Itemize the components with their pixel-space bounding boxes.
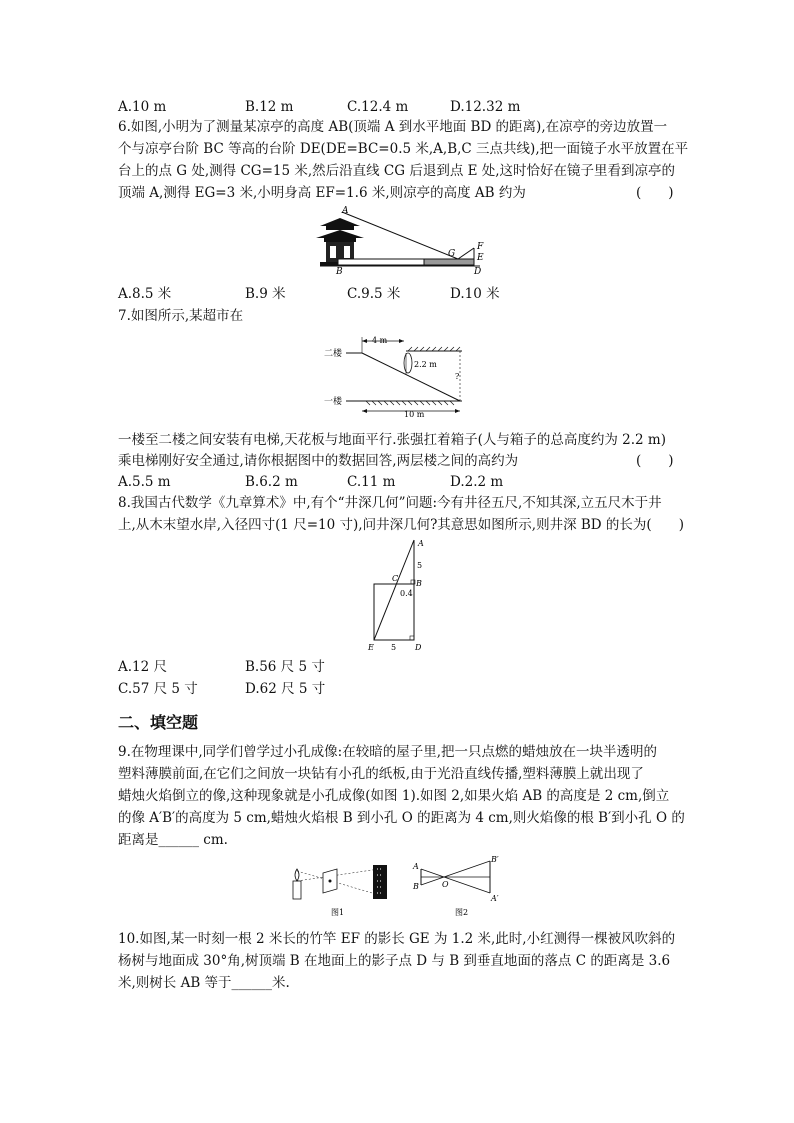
q9-label-fig2: 图2: [455, 908, 469, 917]
q7-option-d: D.2.2 m: [450, 474, 504, 490]
candle-icon: [293, 869, 301, 899]
q9-label-b-prime: B′: [491, 855, 499, 864]
q5-option-b: B.12 m: [245, 99, 294, 115]
q6-option-d: D.10 米: [450, 286, 500, 302]
section-fill-in-title: 二、填空题: [118, 713, 199, 732]
q8-label-a: A: [418, 539, 424, 548]
q8-label-small: 0.4: [400, 589, 413, 598]
q10-text-line-2: 杨树与地面成 30°角,树顶端 B 在地面上的影子点 D 与 B 到垂直地面的落点 C 的距离是 3.6: [118, 953, 671, 969]
q7-label-floor1: 一楼: [324, 397, 343, 407]
q9-text-line-5: 距离是______ cm.: [118, 832, 228, 848]
q6-answer-paren: ( ): [636, 185, 674, 201]
q7-label-height: 2.2 m: [414, 360, 437, 369]
q5-option-a: A.10 m: [118, 99, 167, 115]
q9-figure: [285, 855, 515, 923]
q7-text-line-1: 7.如图所示,某超市在: [118, 308, 244, 324]
q6-label-g: G: [448, 249, 456, 259]
q6-text-line-3: 台上的点 G 处,测得 CG=15 米,然后沿直线 CG 后退到点 E 处,这时恰好在镜子里看到凉亭的: [118, 163, 676, 179]
q8-label-e: E: [368, 643, 374, 652]
q7-text-line-2: 一楼至二楼之间安装有电梯,天花板与地面平行.张强扛着箱子(人与箱子的总高度约为 2.2 m): [118, 432, 666, 448]
q8-label-five-right: 5: [417, 561, 423, 570]
q6-label-f: F: [477, 242, 484, 252]
q7-label-unknown: ?: [455, 372, 460, 381]
q6-text-line-1: 6.如图,小明为了测量某凉亭的高度 AB(顶端 A 到水平地面 BD 的距离),在凉亭的旁边放置一: [118, 119, 668, 135]
q8-label-d: D: [415, 643, 422, 652]
q7-label-floor2: 二楼: [324, 349, 343, 359]
q8-label-five-bottom: 5: [391, 643, 397, 652]
q8-option-b: B.56 尺 5 寸: [245, 659, 325, 675]
q6-option-c: C.9.5 米: [347, 286, 401, 302]
q5-option-d: D.12.32 m: [450, 99, 521, 115]
q9-text-line-1: 9.在物理课中,同学们曾学过小孔成像:在较暗的屋子里,把一只点燃的蜡烛放在一块半透明的: [118, 744, 658, 760]
q9-label-a: A: [413, 862, 419, 871]
q6-label-e: E: [477, 253, 484, 263]
q9-text-line-2: 塑料薄膜前面,在它们之间放一块钻有小孔的纸板,由于光沿直线传播,塑料薄膜上就出现了: [118, 766, 644, 782]
q9-text-line-3: 蜡烛火焰倒立的像,这种现象就是小孔成像(如图 1).如图 2,如果火焰 AB 的高度是 2 cm,倒立: [118, 788, 670, 804]
q8-option-a: A.12 尺: [118, 659, 168, 675]
q6-label-d: D: [474, 267, 482, 277]
q5-option-c: C.12.4 m: [347, 99, 409, 115]
q8-option-d: D.62 尺 5 寸: [245, 681, 326, 697]
q9-label-o: O: [442, 880, 449, 889]
q6-text-line-4: 顶端 A,测得 EG=3 米,小明身高 EF=1.6 米,则凉亭的高度 AB 约为: [118, 185, 526, 201]
q7-option-b: B.6.2 m: [245, 474, 298, 490]
q9-label-fig1: 图1: [331, 908, 345, 917]
q8-label-b: B: [416, 579, 422, 588]
q7-text-line-3: 乘电梯刚好安全通过,请你根据图中的数据回答,两层楼之间的高约为: [118, 453, 519, 469]
q7-label-bottom: 10 m: [404, 410, 425, 419]
q6-text-line-2: 个与凉亭台阶 BC 等高的台阶 DE(DE=BC=0.5 米,A,B,C 三点共线),把一面镜子水平放置在平: [118, 141, 689, 157]
q6-label-b: B: [336, 267, 343, 277]
q9-label-b: B: [413, 882, 419, 891]
q9-label-a-prime: A′: [491, 894, 499, 903]
q6-option-b: B.9 米: [245, 286, 286, 302]
q7-figure: [322, 331, 472, 421]
q10-text-line-3: 米,则树长 AB 等于______米.: [118, 975, 290, 991]
q6-figure: [310, 204, 495, 280]
q6-label-a: A: [342, 206, 349, 216]
q8-label-c: C: [392, 574, 399, 583]
q7-label-top: 4 m: [372, 336, 388, 345]
q8-figure: [362, 536, 432, 656]
q9-text-line-4: 的像 A′B′的高度为 5 cm,蜡烛火焰根 B 到小孔 O 的距离为 4 cm,则火焰像的根 B′到小孔 O 的: [118, 810, 685, 826]
q8-text-line-1: 8.我国古代数学《九章算术》中,有个“井深几何”问题:今有井径五尺,不知其深,立五尺木于井: [118, 495, 662, 511]
q7-option-c: C.11 m: [347, 474, 396, 490]
q8-text-line-2: 上,从木末望水岸,入径四寸(1 尺=10 寸),问井深几何?其意思如图所示,则井深 BD 的长为( ): [118, 517, 684, 533]
q8-option-c: C.57 尺 5 寸: [118, 681, 198, 697]
q7-option-a: A.5.5 m: [118, 474, 171, 490]
q7-answer-paren: ( ): [636, 453, 674, 469]
q10-text-line-1: 10.如图,某一时刻一根 2 米长的竹竿 EF 的影长 GE 为 1.2 米,此时,小红测得一棵被风吹斜的: [118, 931, 676, 947]
q6-option-a: A.8.5 米: [118, 286, 172, 302]
